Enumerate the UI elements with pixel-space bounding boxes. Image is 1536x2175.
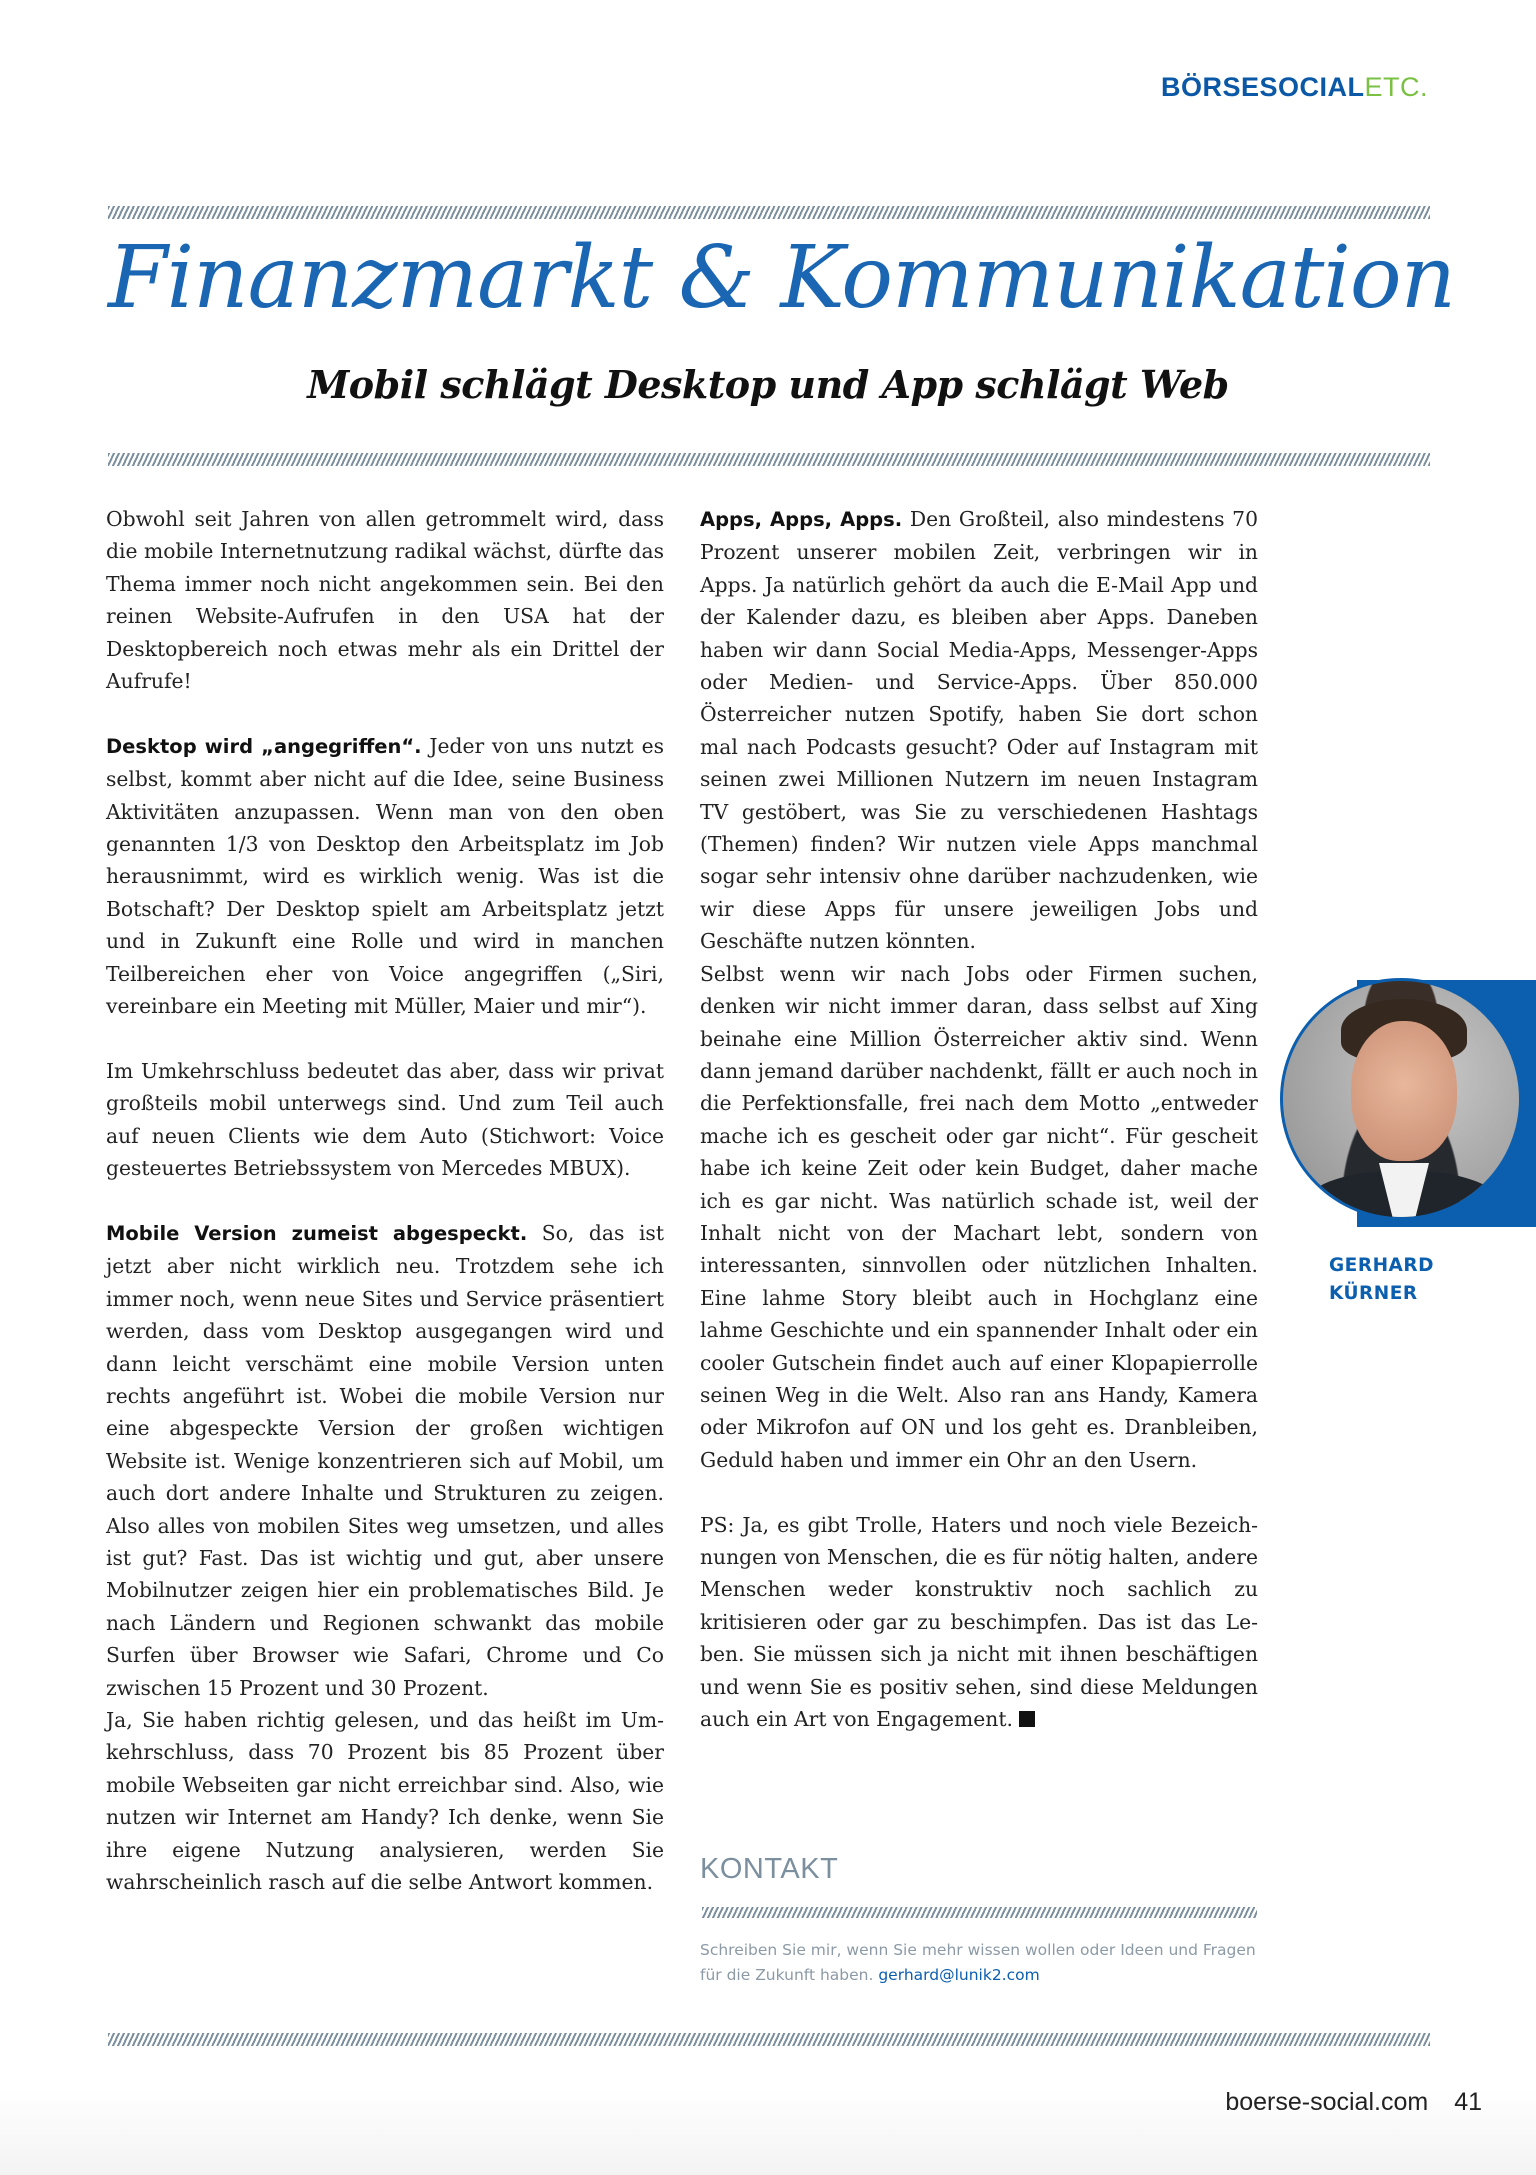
author-first-name: GERHARD [1329, 1255, 1434, 1276]
page-footer [1225, 2088, 1482, 2117]
end-of-article-mark [1019, 1711, 1035, 1727]
paragraph-jobs [700, 958, 1258, 1477]
paragraph-mobile-version [106, 1217, 664, 1704]
footer-site: boerse-social.com [1225, 2088, 1429, 2116]
logo-bold-text: BÖRSESOCIAL [1160, 72, 1365, 102]
bottom-stripe-divider [108, 2033, 1430, 2046]
page-subtitle: Mobil schlägt Desktop und App schlägt Web [307, 362, 1229, 407]
paragraph-ps [700, 1509, 1258, 1736]
contact-email-link[interactable]: gerhard@lunik2.com [878, 1966, 1040, 1984]
author-name [1329, 1252, 1434, 1308]
contact-stripe-divider [702, 1907, 1257, 1918]
brand-logo [1161, 72, 1428, 103]
logo-light-text: ETC. [1364, 72, 1428, 102]
paragraph-text: Im Umkehrschluss bedeutet das aber, dass wir privat großteils mobil unterwegs sind. Und zum Teil auch auf neuen Clients wie dem Auto (Stichwort: Voice gesteuertes Betriebssystem von Mercedes MBUX). [106, 1058, 664, 1181]
paragraph-apps [700, 503, 1258, 958]
paragraph-text: Ja, Sie haben richtig gelesen, und das heißt im Umkehrschluss, dass 70 Prozent bis 85 Prozent über mobile Webseiten gar nicht erreichbar sind. Also, wie nutzen wir Internet am Handy? Ich denke, wenn Sie ihre eigene Nutzung analysieren, werden Sie wahrscheinlich rasch auf die selbe Antwort kommen. [106, 1707, 664, 1895]
top-stripe-divider [108, 206, 1430, 219]
contact-text [700, 1938, 1260, 1988]
page-number: 41 [1454, 2088, 1482, 2116]
page-title: Finanzmarkt & Kommunikation [108, 228, 1456, 328]
author-avatar [1280, 978, 1522, 1220]
author-last-name: KÜRNER [1329, 1283, 1418, 1304]
article-column-left [106, 503, 664, 1898]
contact-title: KONTAKT [700, 1853, 839, 1885]
article-column-right [700, 503, 1258, 1735]
paragraph-desktop [106, 730, 664, 1023]
paragraph-text: PS: Ja, es gibt Trolle, Haters und noch viele Bezeichnungen von Menschen, die es für nötig halten, andere Menschen weder konstruktiv noch sachlich zu kritisieren oder gar zu beschimpfen. Das ist das Leben. Sie müssen sich ja nicht mit ihnen beschäftigen und wenn Sie es positiv sehen, sind diese Meldungen auch ein Art von Engagement. [700, 1512, 1258, 1732]
paragraph-text: So, das ist jetzt aber nicht wirklich neu. Trotzdem sehe ich immer noch, wenn neue Sites und Service präsentiert werden, dass vom Desktop ausgegangen wird und dann leicht verschämt eine mobile Version unten rechts angeführt ist. Wobei die mobile Version nur eine abgespeckte Version der großen wichtigen Website ist. Wenige konzentrieren sich auf Mobil, um auch dort andere Inhalte und Strukturen zu zeigen. Also alles von mobilen Sites weg umsetzen, und alles ist gut? Fast. Das ist wichtig und gut, aber unsere Mobilnutzer zeigen hier ein problematisches Bild. Je nach Ländern und Regionen schwankt das mobile Surfen über Browser wie Safari, Chrome und Co zwischen 15 Prozent und 30 Prozent. [106, 1220, 664, 1700]
paragraph-text: Obwohl seit Jahren von allen getrommelt wird, dass die mobile Internetnutzung radikal wächst, dürfte das Thema immer noch nicht angekommen sein. Bei den reinen Website-Aufrufen in den USA hat der Desktopbereich noch etwas mehr als ein Drittel der Aufrufe! [106, 507, 664, 694]
paragraph-umkehrschluss [106, 1055, 664, 1185]
title-stripe-divider [108, 453, 1430, 466]
paragraph-lead: Apps, Apps, Apps. [700, 508, 903, 531]
paragraph-lead: Desktop wird „angegriffen“. [106, 734, 422, 758]
contact-description: Schreiben Sie mir, wenn Sie mehr wissen wollen oder Ideen und Fragen für die Zukunft haben. [700, 1941, 1256, 1984]
paragraph-text: Jeder von uns nutzt es selbst, kommt aber nicht auf die Idee, seine Business Aktivitäten anzupassen. Wenn man von den oben genannten 1/3 von Desktop den Arbeitsplatz im Job herausnimmt, wird es wirklich wenig. Was ist die Botschaft? Der Desktop spielt am Arbeitsplatz jetzt und in Zukunft eine Rolle und wird in manchen Teilbereichen eher von Voice angegriffen („Siri, vereinbare ein Meeting mit Müller, Maier und mir“). [106, 733, 664, 1019]
paragraph-richtig-gelesen [106, 1704, 664, 1898]
paragraph-text: Den Großteil, also mindestens 70 Prozent unserer mobilen Zeit, verbringen wir in Apps. Ja natürlich gehört da auch die E-Mail App und der Kalender dazu, es bleiben aber Apps. Daneben haben wir dann Social Media-Apps, Messenger-Apps oder Medien- und Service-Apps. Über 850.000 Österreicher nutzen Spotify, haben Sie dort schon mal nach Podcasts gesucht? Oder auf Instagram mit seinen zwei Millionen Nutzern im neuen Instagram TV gestöbert, was Sie zu verschiedenen Hashtags (Themen) finden? Wir nutzen viele Apps manchmal sogar sehr intensiv ohne darüber nachzudenken, wie wir diese Apps für unsere jeweiligen Jobs und Geschäfte nutzen könnten. [700, 507, 1258, 954]
paragraph-intro [106, 503, 664, 697]
avatar-face [1351, 1021, 1457, 1161]
paragraph-text: Selbst wenn wir nach Jobs oder Firmen suchen, denken wir nicht immer daran, dass selbst auf Xing beinahe eine Million Österreicher aktiv sind. Wenn dann jemand darüber nachdenkt, fällt er auch noch in die Perfektionsfalle, frei nach dem Motto „entweder mache ich es gescheit oder gar nicht“. Für gescheit habe ich keine Zeit oder kein Budget, daher mache ich es gar nicht. Was natürlich schade ist, weil der Inhalt nicht von der Machart lebt, sondern von interessanten, sinnvollen oder nützlichen Inhalten. Eine lahme Story bleibt auch in Hochglanz eine lahme Geschichte und ein spannender Inhalt oder ein cooler Gutschein findet auch auf einer Klopapierrolle seinen Weg in die Welt. Also ran ans Handy, Kamera oder Mikrofon auf ON und los geht es. Dranbleiben, Geduld haben und immer ein Ohr an den Usern. [700, 961, 1258, 1472]
paragraph-lead: Mobile Version zumeist abgespeckt. [106, 1221, 528, 1245]
